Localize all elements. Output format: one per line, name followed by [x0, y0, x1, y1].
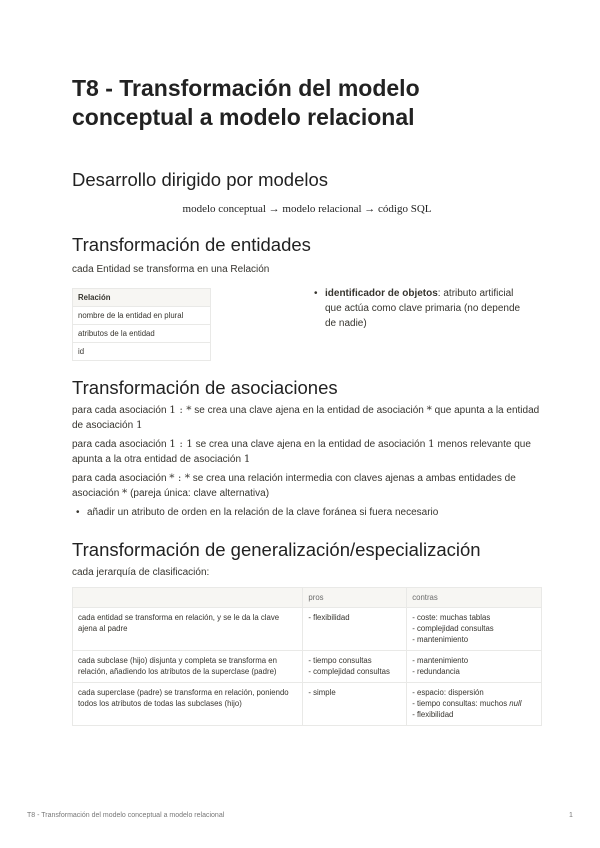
column-header-pros: pros [303, 588, 407, 608]
null-italic: null [509, 699, 522, 708]
table-cell: atributos de la entidad [73, 325, 211, 343]
text-run: se crea una relación intermedia con claves ajenas a ambas entidades de asociación [72, 473, 516, 499]
table-row [73, 289, 211, 307]
text-run: que apunta a la entidad de asociación [72, 405, 540, 431]
text-run: para cada asociación [72, 439, 167, 450]
table-row [73, 651, 542, 683]
list-item: • añadir un atributo de orden en la relación de la clave foránea si fuera necesario [74, 505, 534, 520]
math-cardinality: * [426, 404, 432, 416]
cell-line: - complejidad consultas [308, 667, 390, 676]
cell-line: - tiempo consultas [308, 656, 372, 665]
table-cell-contras [407, 683, 542, 726]
heading-asociaciones: Transformación de asociaciones [72, 377, 338, 398]
identificador-bold: identificador de objetos [325, 288, 438, 299]
text-run: para cada asociación [72, 473, 167, 484]
table-row [73, 307, 211, 325]
cell-line: - mantenimiento [412, 635, 469, 644]
table-cell-desc: cada superclase (padre) se transforma en relación, poniendo todos los atributos de todas las subclases (hijo) [73, 683, 303, 726]
identificador-bullet-list [312, 286, 527, 331]
relacion-header: Relación [73, 289, 211, 307]
table-row [73, 325, 211, 343]
math-cardinality: * [122, 487, 128, 499]
generalizacion-table [72, 587, 542, 726]
table-cell-desc: cada subclase (hijo) disjunta y completa se transforma en relación, añadiendo los atributos de la superclase (padre) [73, 651, 303, 683]
column-header [73, 588, 303, 608]
generalizacion-intro: cada jerarquía de clasificación: [72, 567, 210, 578]
cell-line: - mantenimiento [412, 656, 469, 665]
math-cardinality: * : * [169, 472, 191, 484]
math-cardinality: 1 [243, 453, 251, 465]
math-cardinality: 1 [428, 438, 435, 450]
table-row [73, 683, 542, 726]
asociacion-1-1 [72, 437, 542, 467]
math-cardinality: 1 [135, 419, 143, 431]
list-item [312, 286, 527, 331]
cell-line: - flexibilidad [412, 710, 454, 719]
text-run: para cada asociación [72, 405, 167, 416]
table-cell: nombre de la entidad en plural [73, 307, 211, 325]
table-row [73, 343, 211, 361]
cell-text: - tiempo consultas: muchos [412, 699, 510, 708]
math-cardinality: 1 : 1 [169, 438, 193, 450]
cell-line [412, 698, 536, 709]
entidades-intro: cada Entidad se transforma en una Relación [72, 264, 270, 275]
cell-line: - flexibilidad [308, 613, 350, 622]
math-cardinality: 1 : * [169, 404, 192, 416]
asociaciones-bullet-list [74, 505, 534, 520]
asociacion-1-n [72, 403, 542, 433]
heading-generalizacion: Transformación de generalización/especialización [72, 539, 481, 560]
relacion-table [72, 288, 211, 361]
column-header-contras: contras [407, 588, 542, 608]
asociacion-n-n [72, 471, 542, 501]
table-cell-contras [407, 608, 542, 651]
text-run: se crea una clave ajena en la entidad de asociación [195, 439, 426, 450]
table-cell-contras [407, 651, 542, 683]
table-cell-desc: cada entidad se transforma en relación, y se le da la clave ajena al padre [73, 608, 303, 651]
heading-desarrollo: Desarrollo dirigido por modelos [72, 169, 329, 190]
table-cell-pros [303, 651, 407, 683]
page-number: 1 [569, 812, 573, 819]
cell-line: - redundancia [412, 667, 460, 676]
cell-line: - complejidad consultas [412, 624, 494, 633]
heading-entidades: Transformación de entidades [72, 234, 311, 255]
table-cell: id [73, 343, 211, 361]
identificador-rest: : atributo artificial que actúa como clave primaria (no depende de nadie) [325, 288, 521, 329]
footer-title: T8 - Transformación del modelo conceptual a modelo relacional [27, 812, 225, 819]
text-run: menos relevante que apunta a la otra entidad de asociación [72, 439, 531, 465]
text-run: (pareja única: clave alternativa) [130, 488, 270, 499]
cell-line: - espacio: dispersión [412, 688, 484, 697]
table-header-row [73, 588, 542, 608]
formula-pipeline: modelo conceptual → modelo relacional → código SQL [182, 203, 432, 215]
table-row [73, 608, 542, 651]
page-title: T8 - Transformación del modelo conceptual a modelo relacional [72, 75, 420, 130]
cell-line: - simple [308, 688, 336, 697]
text-run: se crea una clave ajena en la entidad de asociación [194, 405, 424, 416]
table-cell-pros [303, 683, 407, 726]
table-cell-pros [303, 608, 407, 651]
cell-line: - coste: muchas tablas [412, 613, 491, 622]
